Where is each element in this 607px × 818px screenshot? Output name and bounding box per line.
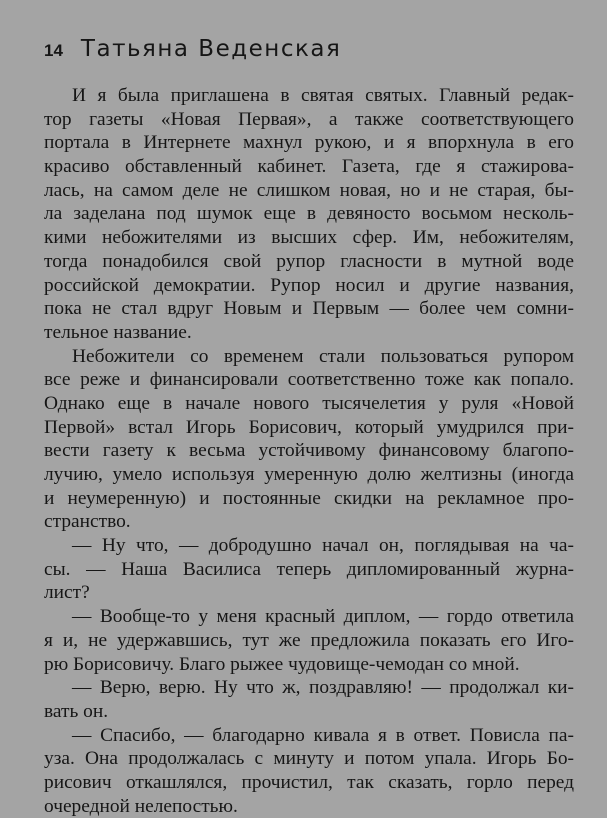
text-line: рисович откашлялся, прочистил, так сказать, горло перед [44, 771, 574, 793]
text-line: — Ну что, — добродушно начал он, поглядывая на ча- [72, 535, 574, 557]
text-line: тельное название. [44, 321, 192, 343]
text-line: странство. [44, 511, 131, 533]
text-line: уза. Она продолжалась с минуту и потом упала. Игорь Бо- [44, 748, 574, 770]
text-line: я и, не удержавшись, тут же предложила показать его Иго- [44, 629, 574, 651]
text-line: — Спасибо, — благодарно кивала я в ответ. Повисла па- [72, 724, 574, 746]
text-line: вести газету к весьма устойчивому финансовому благопо- [44, 440, 574, 462]
page-number: 14 [44, 41, 63, 60]
text-line: российской демократии. Рупор носил и другие названия, [44, 274, 574, 296]
text-line: очередной нелепостью. [44, 795, 238, 817]
text-line: портала в Интернете махнул рукою, и я впорхнула в его [44, 132, 574, 154]
text-line: вать он. [44, 700, 109, 722]
text-line: и неумеренную) и постоянные скидки на рекламное про- [44, 487, 574, 509]
text-line: лась, на самом деле не слишком новая, но и не старая, бы- [44, 179, 574, 201]
text-line: сы. — Наша Василиса теперь дипломированный журна- [44, 558, 574, 580]
body-text [44, 84, 574, 818]
text-line: Однако еще в начале нового тысячелетия у руля «Новой [44, 392, 574, 414]
text-line: лучию, умело используя умеренную долю желтизны (иногда [44, 464, 574, 485]
text-line: И я была приглашена в святая святых. Главный редак- [72, 85, 574, 106]
text-line: лист? [44, 582, 90, 604]
text-line: все реже и финансировали соответственно тоже как попало. [44, 369, 574, 391]
text-line: Первой» встал Игорь Борисович, который умудрился при- [44, 416, 574, 438]
text-line: — Верю, верю. Ну что ж, поздравляю! — продолжал ки- [72, 677, 574, 699]
text-line: тор газеты «Новая Первая», а также соответствующего [44, 108, 574, 130]
running-title: Татьяна Веденская [80, 36, 342, 62]
text-line: ла заделана под шумок еще в девяносто восьмом несколь- [44, 203, 574, 225]
text-line: рю Борисовичу. Благо рыжее чудовище-чемодан со мной. [44, 653, 520, 675]
text-line: — Вообще-то у меня красный диплом, — гордо ответила [72, 606, 574, 628]
text-line: пока не стал вдруг Новым и Первым — более чем сомни- [44, 298, 574, 320]
text-line: тогда понадобился свой рупор гласности в мутной воде [44, 250, 574, 272]
text-line: кими небожителями из высших сфер. Им, небожителям, [44, 227, 574, 249]
text-line: красиво обставленный кабинет. Газета, где я стажирова- [44, 156, 574, 178]
page-header [44, 36, 341, 68]
text-line: Небожители со временем стали пользоваться рупором [72, 345, 574, 367]
